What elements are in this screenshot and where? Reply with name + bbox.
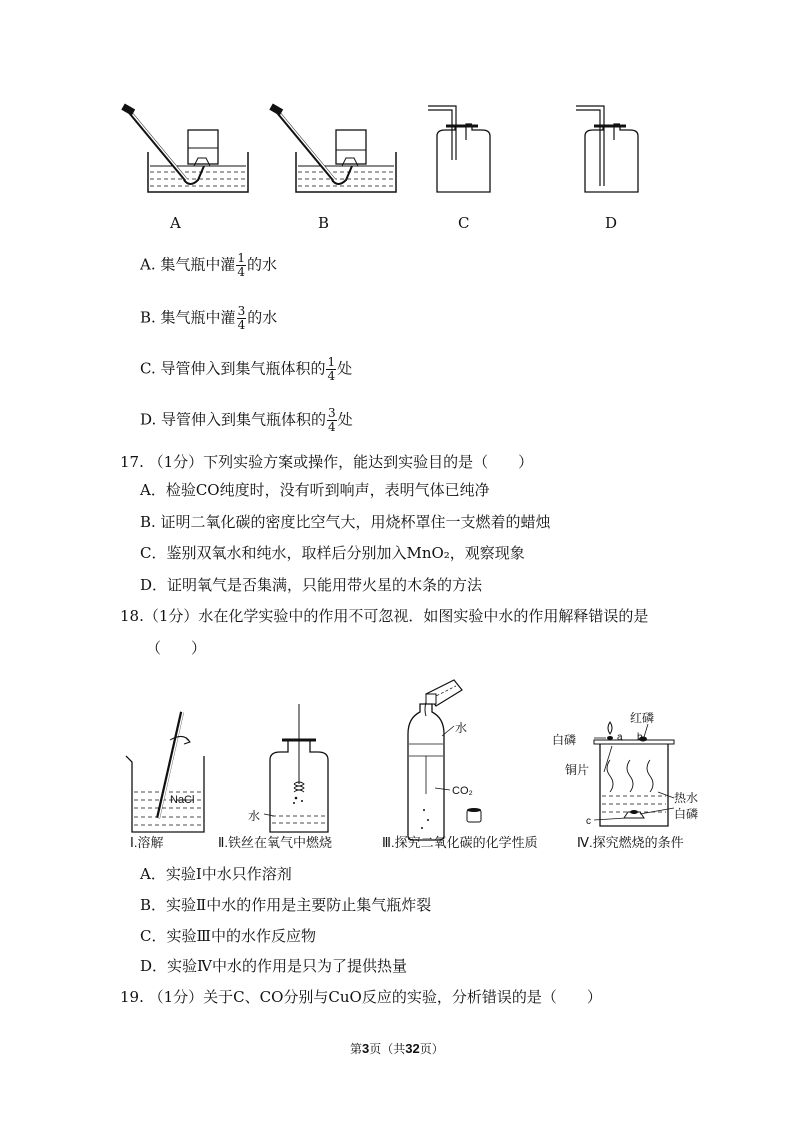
gas-bottle-iron [264,704,328,832]
figure-c-bottle [428,106,490,192]
figure-b-trough [269,104,396,192]
combustion-apparatus [594,722,674,826]
label-water-bottle: 水 [248,809,261,823]
q18-stem-paren: （ ） [146,639,207,657]
label-white-phosphorus-top: 白磷 [552,733,577,747]
figure-a-trough [121,104,248,192]
q17-option-d: D．证明氧气是否集满，只能用带火星的木条的方法 [140,576,483,594]
beaker-dissolve [126,712,204,832]
label-red-phosphorus: 红磷 [630,711,655,725]
figure-d-bottle [576,106,638,192]
label-a: a [617,732,623,743]
q18-option-c: C．实验Ⅲ中的水作反应物 [140,927,316,945]
figure-label-b: B [318,214,330,232]
q19-stem: 19. （1分）关于C、CO分别与CuO反应的实验，分析错误的是（ ） [120,988,602,1006]
label-copper-sheet: 铜片 [565,763,590,777]
q16-option-b: B. 集气瓶中灌 $\frac{3}{4}$ 的水 [140,304,278,332]
figure-label-a: A [170,214,181,232]
plastic-bottle-co2 [408,680,481,840]
label-co2: CO₂ [452,785,473,797]
q17-option-b: B. 证明二氧化碳的密度比空气大，用烧杯罩住一支燃着的蜡烛 [140,513,551,531]
figure-label-d: D [605,214,618,232]
caption-iv: Ⅳ.探究燃烧的条件 [577,835,684,850]
q18-option-d: D．实验Ⅳ中水的作用是只为了提供热量 [140,957,408,975]
page-footer: 第3页（共32页） [350,1041,444,1056]
q18-option-b: B．实验Ⅱ中水的作用是主要防止集气瓶炸裂 [140,896,432,914]
q16-figures [110,100,670,200]
q18-option-a: A．实验Ⅰ中水只作溶剂 [140,865,292,883]
q18-figures [110,660,710,850]
label-hot-water: 热水 [674,791,699,805]
q17-option-c: C．鉴别双氧水和纯水，取样后分别加入MnO₂，观察现象 [140,544,525,562]
label-c: c [586,816,591,827]
q16-option-c: C. 导管伸入到集气瓶体积的 $\frac{1}{4}$ 处 [140,355,353,383]
q16-option-a: A. 集气瓶中灌 $\frac{1}{4}$ 的水 [140,251,278,279]
caption-ii: Ⅱ.铁丝在氧气中燃烧 [218,835,333,850]
q18-stem: 18.（1分）水在化学实验中的作用不可忽视．如图实验中水的作用解释错误的是 [120,607,649,625]
label-white-phosphorus-bottom: 白磷 [674,807,699,821]
q16-option-d: D. 导管伸入到集气瓶体积的 $\frac{3}{4}$ 处 [140,406,353,434]
q17-stem: 17. （1分）下列实验方案或操作，能达到实验目的是（ ） [120,453,534,471]
q17-option-a: A．检验CO纯度时，没有听到响声，表明气体已纯净 [140,481,490,499]
label-b: b [637,732,643,743]
figure-label-c: C [458,214,470,232]
label-nacl: NaCl [170,794,195,806]
caption-iii: Ⅲ.探究二氧化碳的化学性质 [382,835,538,850]
caption-i: Ⅰ.溶解 [130,835,164,850]
label-water-plastic: 水 [455,721,468,735]
